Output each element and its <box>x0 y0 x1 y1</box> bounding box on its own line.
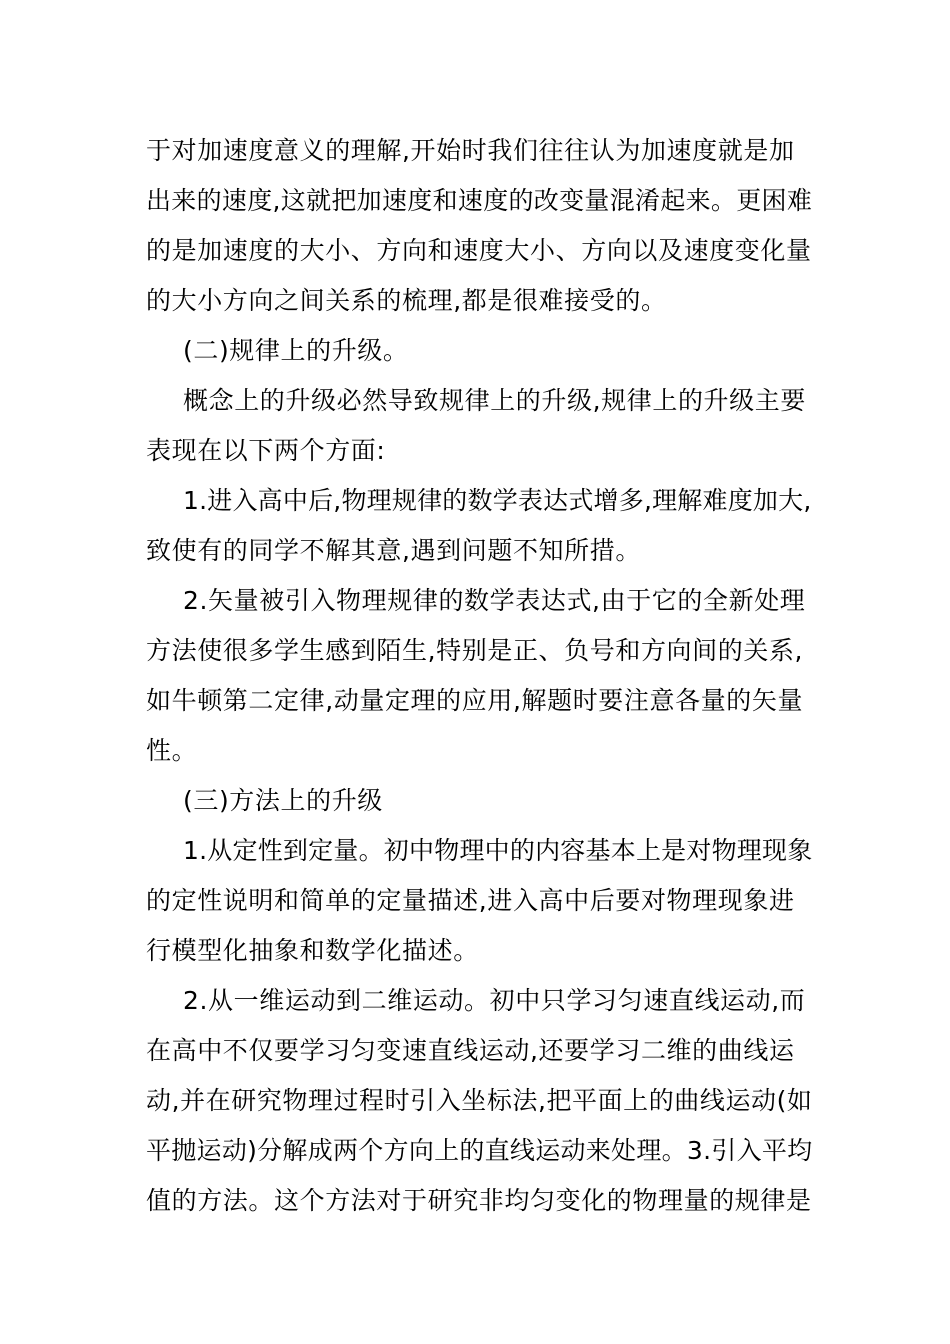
text-line: 于对加速度意义的理解,开始时我们往往认为加速度就是加 <box>146 136 795 165</box>
text-line: 概念上的升级必然导致规律上的升级,规律上的升级主要 <box>183 386 806 415</box>
section-heading: (三)方法上的升级 <box>183 786 383 815</box>
text-line: 值的方法。这个方法对于研究非均匀变化的物理量的规律是 <box>146 1186 812 1215</box>
text-line: 1.从定性到定量。初中物理中的内容基本上是对物理现象 <box>183 836 813 865</box>
text-line: 行模型化抽象和数学化描述。 <box>146 936 479 965</box>
text-line: 表现在以下两个方面: <box>146 436 386 465</box>
section-heading: (二)规律上的升级。 <box>183 336 409 365</box>
text-line: 出来的速度,这就把加速度和速度的改变量混淆起来。更困难 <box>146 186 813 215</box>
text-line: 致使有的同学不解其意,遇到问题不知所措。 <box>146 536 641 565</box>
text-line: 方法使很多学生感到陌生,特别是正、负号和方向间的关系, <box>146 636 804 665</box>
text-line: 1.进入高中后,物理规律的数学表达式增多,理解难度加大, <box>183 486 812 515</box>
text-line: 2.矢量被引入物理规律的数学表达式,由于它的全新处理 <box>183 586 806 615</box>
text-line: 在高中不仅要学习匀变速直线运动,还要学习二维的曲线运 <box>146 1036 795 1065</box>
text-line: 2.从一维运动到二维运动。初中只学习匀速直线运动,而 <box>183 986 806 1015</box>
text-line: 的大小方向之间关系的梳理,都是很难接受的。 <box>146 286 667 315</box>
text-line: 的是加速度的大小、方向和速度大小、方向以及速度变化量 <box>146 236 812 265</box>
text-line: 的定性说明和简单的定量描述,进入高中后要对物理现象进 <box>146 886 795 915</box>
text-line: 平抛运动)分解成两个方向上的直线运动来处理。3.引入平均 <box>146 1136 813 1165</box>
text-line: 如牛顿第二定律,动量定理的应用,解题时要注意各量的矢量 <box>146 686 804 715</box>
text-line: 性。 <box>146 736 198 765</box>
text-line: 动,并在研究物理过程时引入坐标法,把平面上的曲线运动(如 <box>146 1086 813 1115</box>
